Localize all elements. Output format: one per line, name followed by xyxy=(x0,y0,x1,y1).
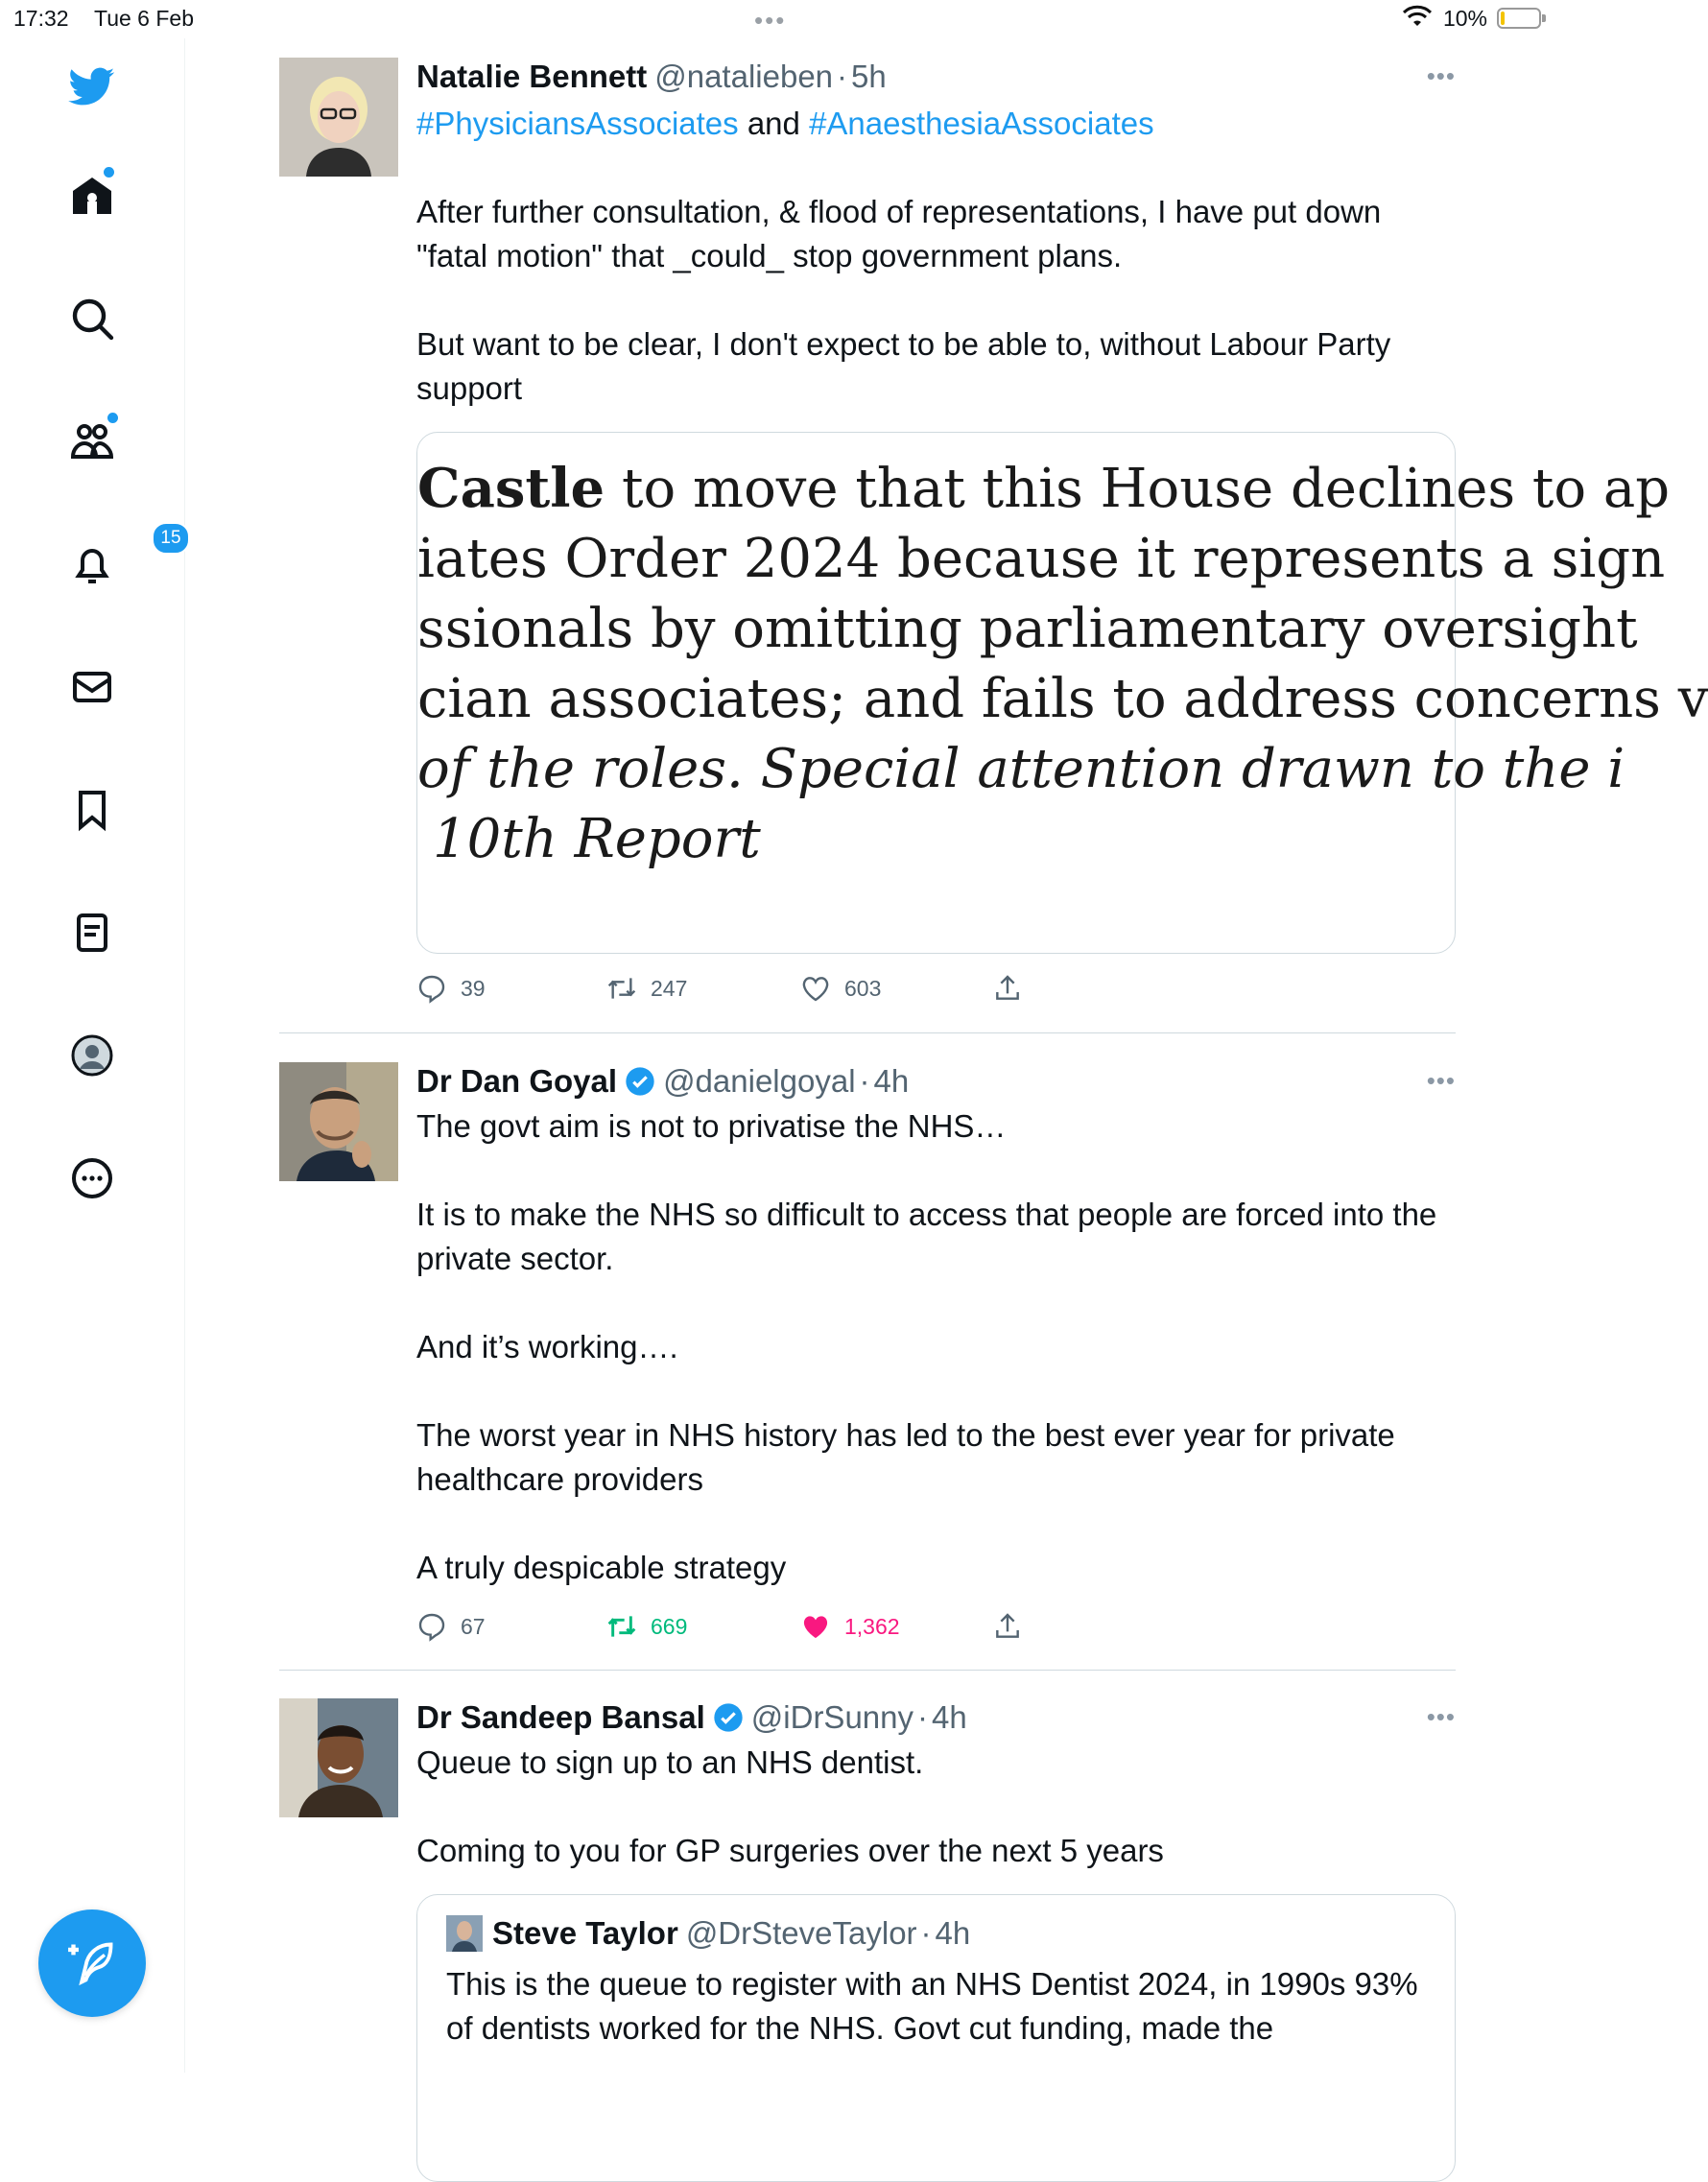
tweet-paragraph: It is to make the NHS so difficult to access that people are forced into the private sector. xyxy=(416,1197,1437,1276)
like-icon xyxy=(800,973,831,1004)
tweet-image[interactable] xyxy=(416,432,1708,954)
reply-button[interactable] xyxy=(416,1611,486,1642)
quoted-tweet-time[interactable]: 4h xyxy=(935,1915,971,1951)
tweet-time[interactable]: 4h xyxy=(932,1699,967,1735)
avatar[interactable] xyxy=(279,58,398,177)
sidebar-item-bookmarks[interactable] xyxy=(58,775,127,844)
more-options-icon[interactable]: ••• xyxy=(1426,1702,1456,1731)
quoted-author-name[interactable]: Steve Taylor xyxy=(492,1915,678,1951)
notifications-badge: 15 xyxy=(152,522,190,555)
sidebar-item-communities[interactable] xyxy=(58,407,127,476)
tweet-text xyxy=(416,1741,1456,1873)
tweet-paragraph: Coming to you for GP surgeries over the next 5 years xyxy=(416,1833,1164,1868)
hashtag-link[interactable]: #PhysiciansAssociates xyxy=(416,106,739,141)
image-line: of the roles. Special attention drawn to the i xyxy=(417,738,1625,800)
like-filled-icon xyxy=(800,1611,831,1642)
quoted-tweet-text: This is the queue to register with an NHS Dentist 2024, in 1990s 93% of dentists worked for the NHS. Govt cut funding, made the xyxy=(446,1966,1418,2046)
tweet-paragraph: And it’s working…. xyxy=(416,1329,678,1364)
tweet-paragraph: The worst year in NHS history has led to the best ever year for private healthcare providers xyxy=(416,1417,1395,1497)
tweet-paragraph: A truly despicable strategy xyxy=(416,1550,787,1585)
avatar[interactable] xyxy=(279,1062,398,1181)
tweet-divider xyxy=(279,1032,1456,1033)
image-line: iates Order 2024 because it represents a sign xyxy=(417,528,1666,590)
communities-icon xyxy=(69,418,115,464)
bookmarks-icon xyxy=(69,787,115,833)
sidebar-item-search[interactable] xyxy=(58,284,127,353)
hashtag-link[interactable]: #AnaesthesiaAssociates xyxy=(809,106,1154,141)
author-handle[interactable]: @iDrSunny xyxy=(750,1699,914,1735)
like-button[interactable] xyxy=(800,1611,900,1642)
search-icon xyxy=(69,296,115,342)
sidebar-item-home[interactable] xyxy=(58,161,127,230)
twitter-bird-icon[interactable] xyxy=(58,52,127,121)
separator: · xyxy=(859,1063,870,1099)
tweet-paragraph: Queue to sign up to an NHS dentist. xyxy=(416,1744,924,1780)
more-options-icon[interactable]: ••• xyxy=(1426,61,1456,90)
tweet-actions xyxy=(416,1611,1456,1649)
reply-count: 67 xyxy=(461,1613,486,1639)
sidebar-nav xyxy=(0,38,185,2073)
author-handle[interactable]: @natalieben xyxy=(654,59,834,94)
status-date: Tue 6 Feb xyxy=(94,6,194,31)
notifications-icon xyxy=(69,541,115,587)
tweet-text xyxy=(416,1104,1456,1590)
compose-tweet-button[interactable] xyxy=(38,1909,146,2017)
author-name[interactable]: Dr Dan Goyal xyxy=(416,1063,618,1099)
author-name[interactable]: Dr Sandeep Bansal xyxy=(416,1699,705,1735)
separator: · xyxy=(920,1915,932,1951)
reply-button[interactable] xyxy=(416,973,486,1004)
quoted-avatar[interactable] xyxy=(446,1915,483,1952)
tweet-text-and: and xyxy=(747,106,800,141)
retweet-icon xyxy=(606,973,637,1004)
verified-badge-icon xyxy=(625,1066,655,1097)
tweet-paragraph: The govt aim is not to privatise the NHS… xyxy=(416,1108,1007,1144)
sidebar-item-profile[interactable] xyxy=(58,1021,127,1090)
retweet-icon xyxy=(606,1611,637,1642)
home-unread-dot xyxy=(104,167,114,178)
image-line-bold-word: Castle xyxy=(417,457,605,520)
more-icon xyxy=(69,1155,115,1201)
retweet-button[interactable] xyxy=(606,973,687,1004)
tweet-actions xyxy=(416,973,1456,1011)
tweet-text xyxy=(416,102,1456,411)
avatar[interactable] xyxy=(279,1698,398,1817)
verified-badge-icon xyxy=(713,1702,744,1733)
author-name[interactable]: Natalie Bennett xyxy=(416,59,648,94)
like-button[interactable] xyxy=(800,973,881,1004)
wifi-icon xyxy=(1403,6,1432,29)
sidebar-item-lists[interactable] xyxy=(58,898,127,967)
sidebar-item-more[interactable] xyxy=(58,1144,127,1213)
separator: · xyxy=(837,59,848,94)
battery-percent: 10% xyxy=(1442,6,1487,31)
like-count: 1,362 xyxy=(844,1613,900,1639)
retweet-button[interactable] xyxy=(606,1611,687,1642)
reply-count: 39 xyxy=(461,975,486,1001)
multitasking-dots-icon[interactable]: ••• xyxy=(754,6,787,35)
profile-icon xyxy=(69,1032,115,1079)
share-icon xyxy=(992,1611,1023,1642)
image-line: cian associates; and fails to address concerns v xyxy=(417,668,1708,730)
share-button[interactable] xyxy=(992,1611,1036,1642)
image-line: ssionals by omitting parliamentary oversight xyxy=(417,598,1638,660)
separator: · xyxy=(917,1699,929,1735)
retweet-count: 669 xyxy=(651,1613,688,1639)
battery-icon xyxy=(1497,8,1541,29)
quoted-author-handle[interactable]: @DrSteveTaylor xyxy=(685,1915,917,1951)
home-icon xyxy=(69,173,115,219)
sidebar-item-notifications[interactable] xyxy=(58,528,181,599)
image-line: 10th Report xyxy=(433,808,761,870)
tweet-time[interactable]: 4h xyxy=(873,1063,910,1099)
image-line: Castle to move that this House declines to ap xyxy=(417,457,1671,520)
messages-icon xyxy=(69,664,115,710)
share-icon xyxy=(992,973,1023,1004)
tweet-paragraph: But want to be clear, I don't expect to be able to, without Labour Party support xyxy=(416,326,1391,406)
author-handle[interactable]: @danielgoyal xyxy=(663,1063,856,1099)
communities-unread-dot xyxy=(107,413,118,423)
more-options-icon[interactable]: ••• xyxy=(1426,1066,1456,1095)
like-count: 603 xyxy=(844,975,882,1001)
tweet-time[interactable]: 5h xyxy=(851,59,887,94)
status-time: 17:32 xyxy=(13,6,69,31)
quoted-tweet[interactable] xyxy=(416,1894,1456,2182)
reply-icon xyxy=(416,1611,447,1642)
status-bar xyxy=(0,0,1554,38)
lists-icon xyxy=(69,910,115,956)
compose-icon xyxy=(67,1938,117,1988)
tweet-paragraph: After further consultation, & flood of representations, I have put down "fatal motion" that _could_ stop government plans. xyxy=(416,194,1382,273)
retweet-count: 247 xyxy=(651,975,688,1001)
share-button[interactable] xyxy=(992,973,1036,1004)
tweet-image-text xyxy=(417,454,1708,874)
sidebar-item-messages[interactable] xyxy=(58,652,127,722)
tweet-divider xyxy=(279,1670,1456,1671)
reply-icon xyxy=(416,973,447,1004)
